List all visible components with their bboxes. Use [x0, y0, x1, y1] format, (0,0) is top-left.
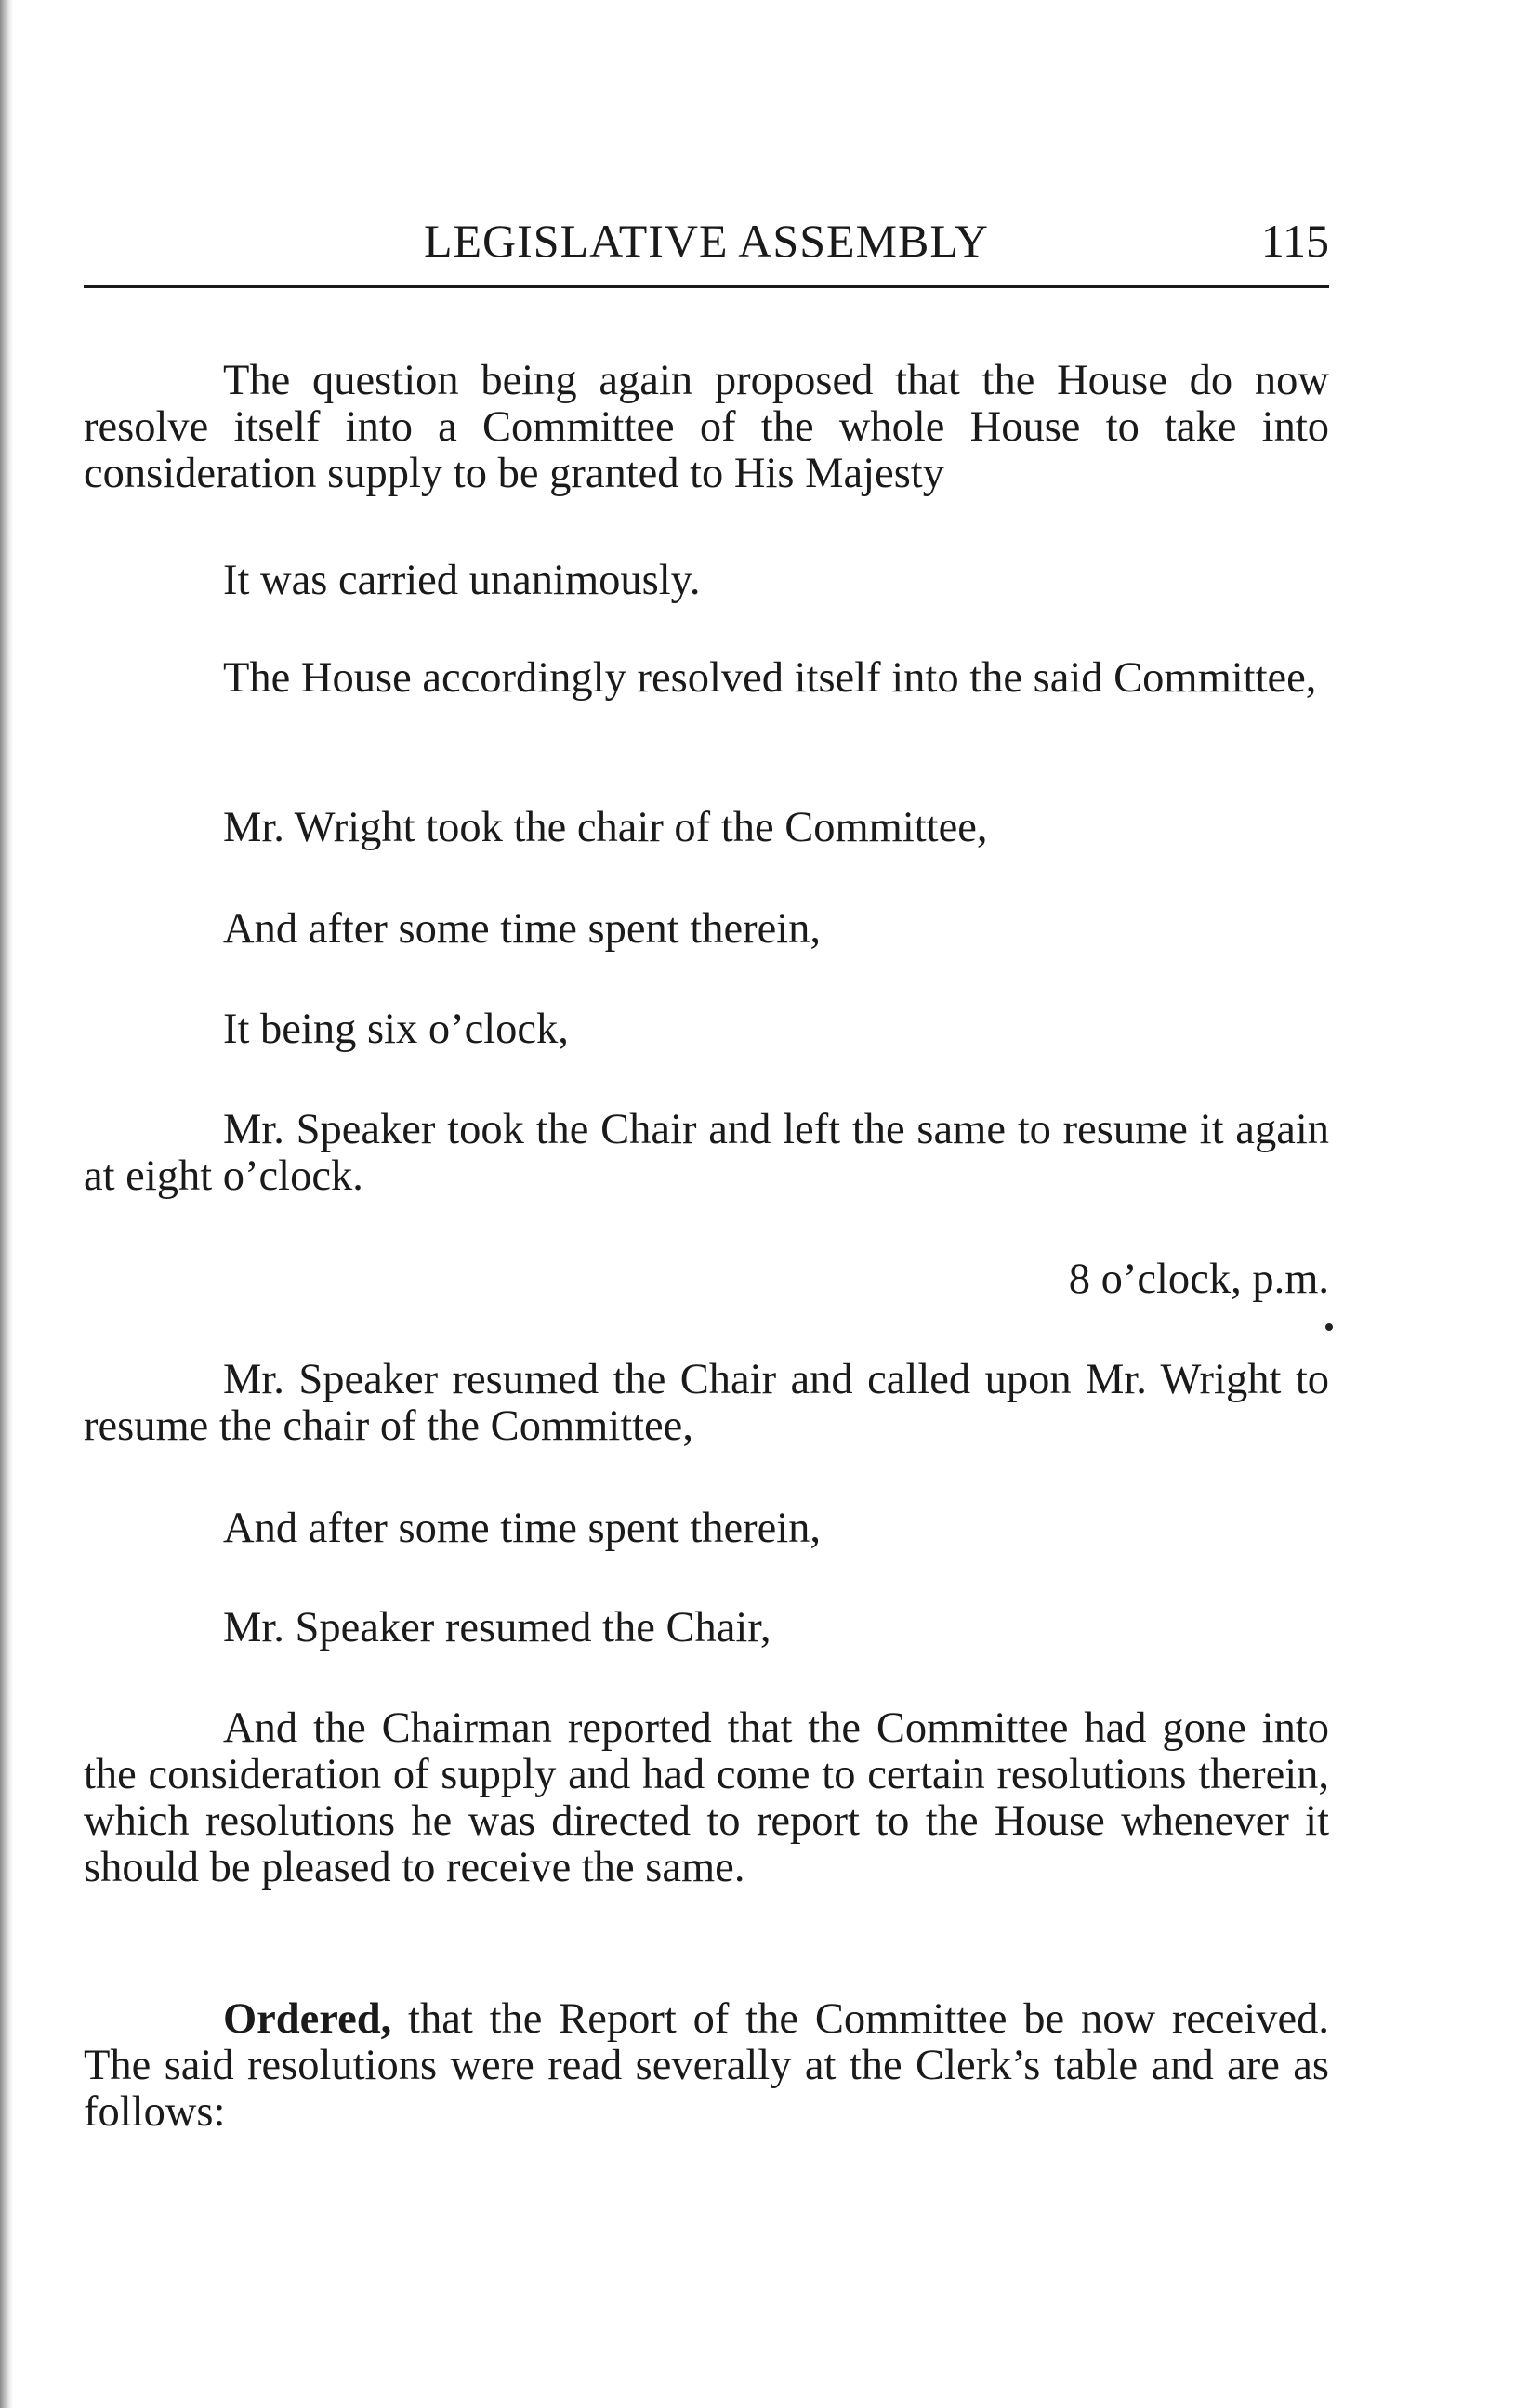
- time-stamp-8pm: 8 o’clock, p.m.: [1068, 1256, 1329, 1303]
- paragraph-house-resolved: The House accordingly resolved itself into the said Committee,: [223, 654, 1317, 702]
- paragraph-speaker-resumed: Mr. Speaker resumed the Chair,: [223, 1604, 771, 1651]
- paragraph-carried: It was carried unanimously.: [223, 557, 701, 604]
- page-header: [84, 212, 1329, 270]
- ordered-label: Ordered,: [223, 1995, 392, 2043]
- header-rule: [84, 285, 1329, 288]
- paragraph-question-proposed: The question being again proposed that the House do now resolve itself into a Committee of the whole House to take into consideration supply to be granted to His Majesty: [84, 357, 1329, 497]
- paragraph-time-spent-2: And after some time spent therein,: [223, 1505, 822, 1552]
- paragraph-time-spent: And after some time spent therein,: [223, 905, 822, 953]
- running-header-title: LEGISLATIVE ASSEMBLY: [423, 215, 990, 267]
- paragraph-speaker-resumed-called: Mr. Speaker resumed the Chair and called upon Mr. Wright to resume the chair of the Committee,: [84, 1356, 1329, 1450]
- ink-speck: [1325, 1323, 1333, 1331]
- paragraph-six-oclock: It being six o’clock,: [223, 1006, 569, 1053]
- paragraph-wright-chair: Mr. Wright took the chair of the Committee,: [223, 804, 988, 851]
- paragraph-ordered: [84, 1996, 1329, 2136]
- page-number: 115: [1260, 215, 1329, 267]
- ordered-text: that the Report of the Committee be now received. The said resolutions were read severally at the Clerk’s table and are as follows:: [84, 1995, 1329, 2136]
- page-binding-edge: [0, 0, 13, 2408]
- paragraph-chairman-reported: And the Chairman reported that the Committee had gone into the consideration of supply and had come to certain resolutions therein, which resolutions he was directed to report to the House whenever it should be pleased to receive the same.: [84, 1704, 1329, 1891]
- paragraph-speaker-left: Mr. Speaker took the Chair and left the same to resume it again at eight o’clock.: [84, 1106, 1329, 1200]
